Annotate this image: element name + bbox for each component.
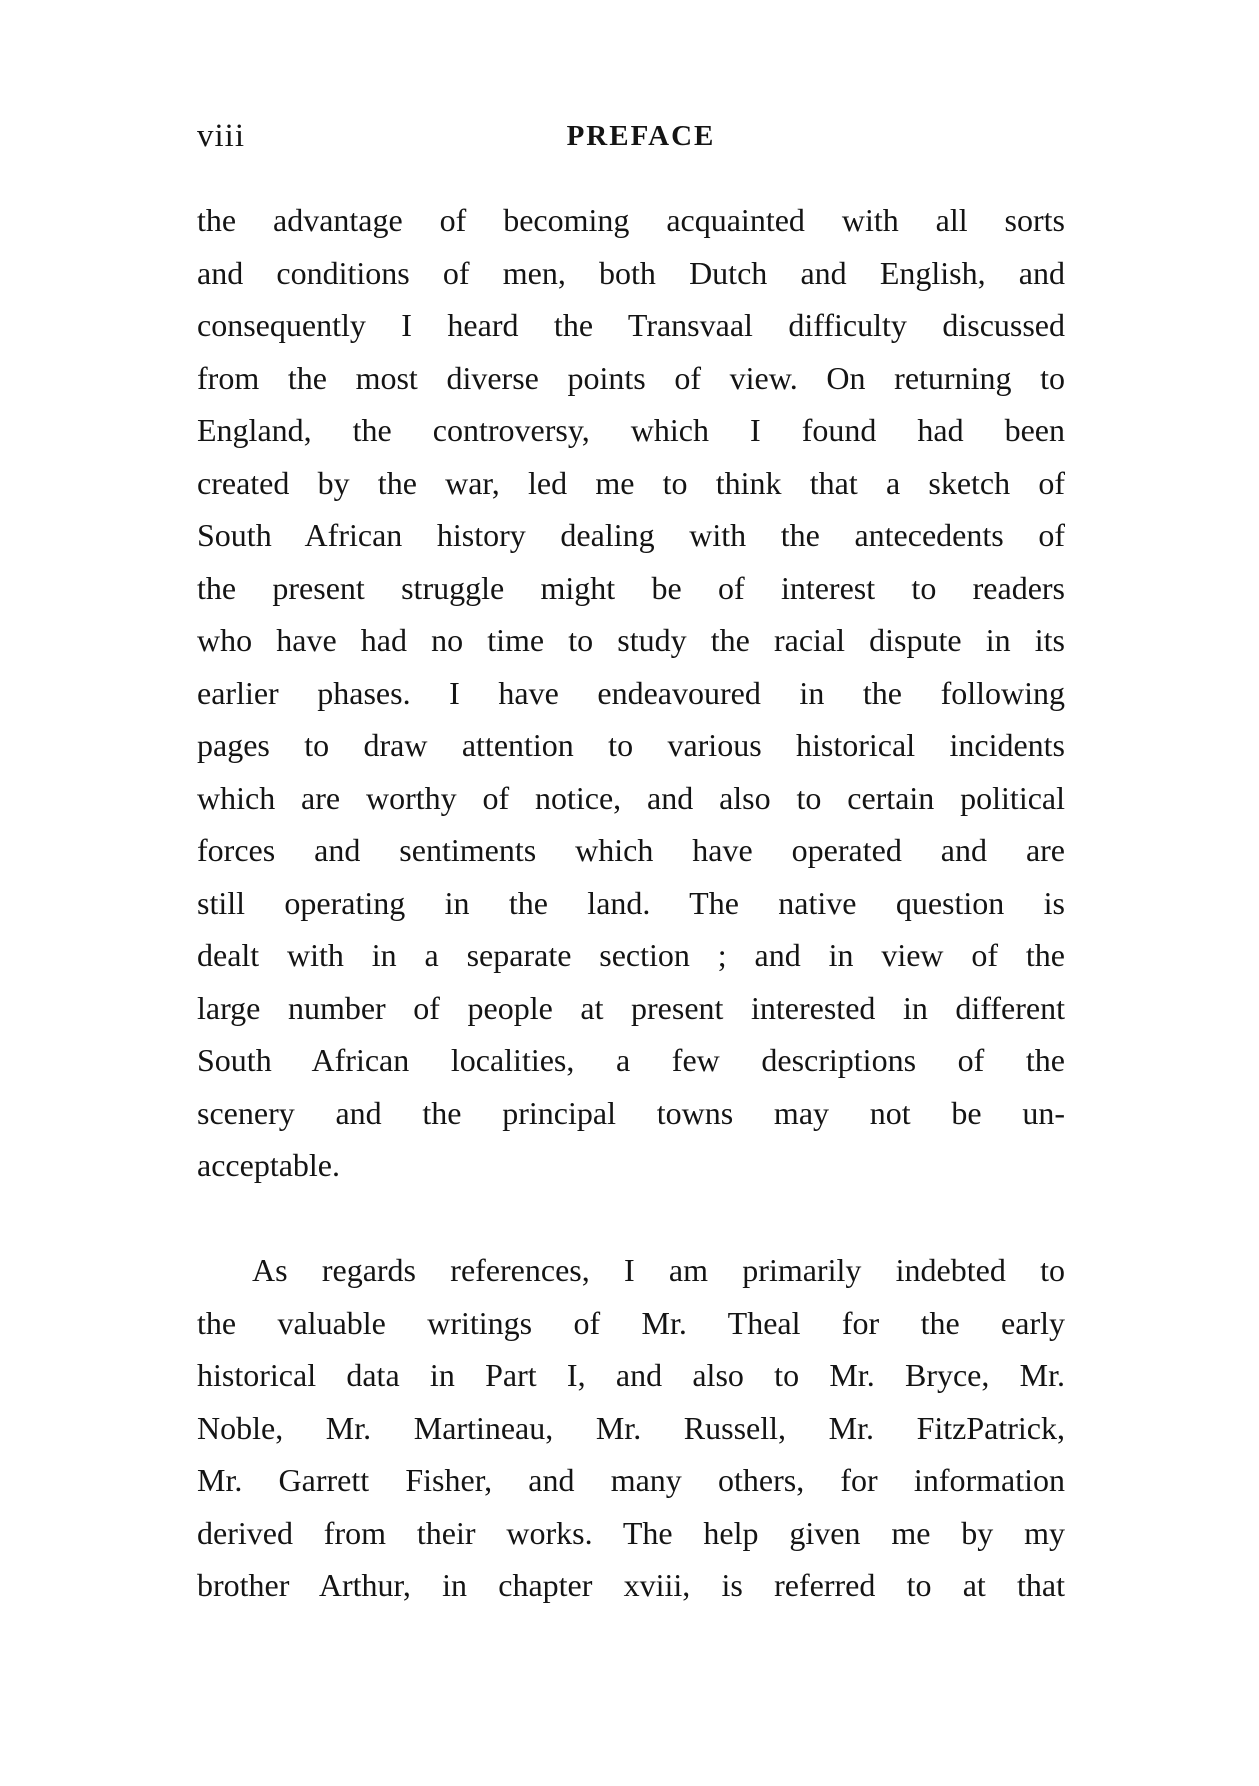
text-line: still operating in the land. The native question is [197,884,1065,921]
text-line: the present struggle might be of interest to readers [197,569,1065,606]
text-line: who have had no time to study the racial dispute in its [197,622,1065,658]
text-line: from the most diverse points of view. On returning to [197,359,1065,396]
text-line: As regards references, I am primarily indebted to [252,1252,1065,1288]
text-line: which are worthy of notice, and also to certain political [197,779,1065,816]
text-line: the advantage of becoming acquainted with all sorts [197,202,1065,238]
text-line: acceptable. [197,1147,340,1183]
section-title: PREFACE [566,120,716,152]
text-line: brother Arthur, in chapter xviii, is referred to at that [197,1567,1065,1603]
text-line: Mr. Garrett Fisher, and many others, for information [197,1462,1065,1498]
text-line: and conditions of men, both Dutch and English, and [197,254,1065,291]
paragraph-1 [197,194,1065,1192]
text-line: earlier phases. I have endeavoured in the following [197,674,1065,711]
text-line: Noble, Mr. Martineau, Mr. Russell, Mr. FitzPatrick, [197,1409,1065,1446]
text-line: South African localities, a few descriptions of the [197,1042,1065,1078]
text-line: historical data in Part I, and also to Mr. Bryce, Mr. [197,1357,1065,1393]
text-line: pages to draw attention to various historical incidents [197,727,1065,763]
text-line: the valuable writings of Mr. Theal for the early [197,1304,1065,1341]
text-line: large number of people at present interested in different [197,989,1065,1026]
text-line: scenery and the principal towns may not be un- [197,1094,1065,1131]
text-line: England, the controversy, which I found had been [197,412,1065,448]
text-line: South African history dealing with the antecedents of [197,517,1065,553]
text-line: derived from their works. The help given me by my [197,1514,1065,1551]
text-line: consequently I heard the Transvaal difficulty discussed [197,307,1065,343]
book-page [197,0,1065,1786]
text-line: forces and sentiments which have operated and are [197,832,1065,868]
page-number: viii [197,118,246,154]
running-head [197,118,1065,158]
paragraph-2 [197,1244,1065,1612]
text-line: created by the war, led me to think that a sketch of [197,464,1065,501]
text-line: dealt with in a separate section ; and in view of the [197,937,1065,973]
